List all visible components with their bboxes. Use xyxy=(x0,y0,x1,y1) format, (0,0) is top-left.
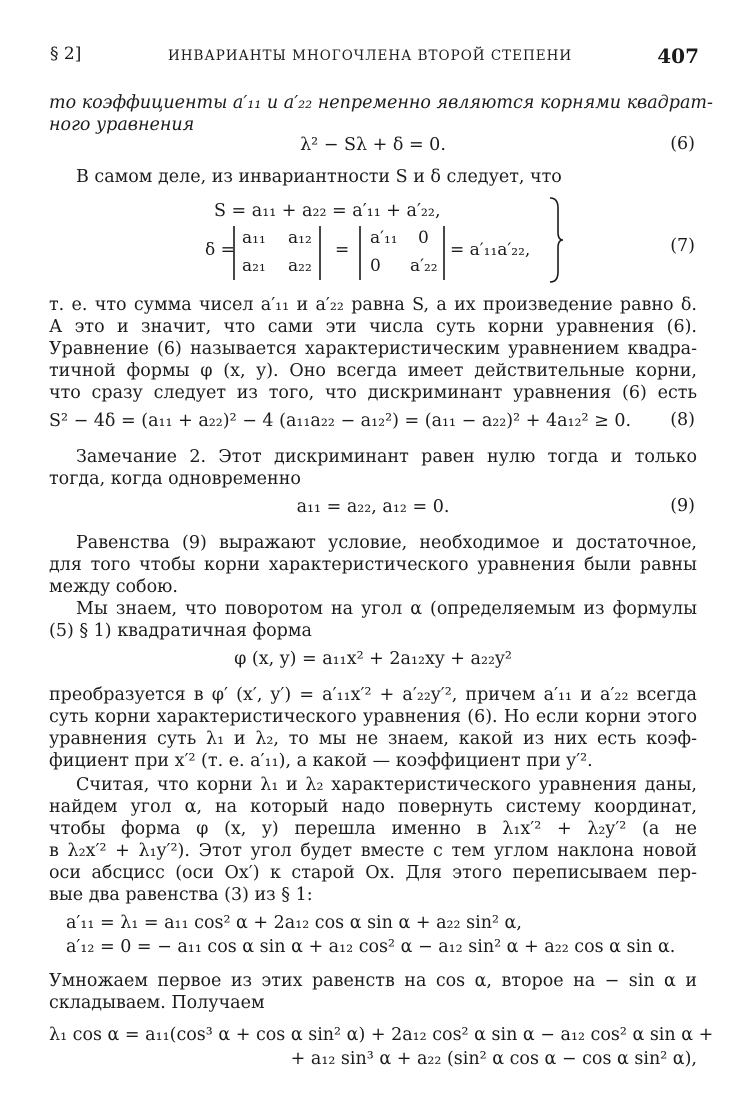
equation-number: (9) xyxy=(670,496,695,516)
text-line: то коэффициенты a′₁₁ и a′₂₂ непременно являются корнями квадрат- xyxy=(49,93,713,113)
delta-symbol: δ = xyxy=(205,240,235,260)
running-title: ИНВАРИАНТЫ МНОГОЧЛЕНА ВТОРОЙ СТЕПЕНИ xyxy=(168,48,573,64)
text-line: фициент при x′² (т. е. a′₁₁), а какой — коэффициент при y′². xyxy=(49,751,593,771)
text-line: в λ₂x′² + λ₁y′²). Этот угол будет вместе с тем углом наклона новой xyxy=(49,841,697,861)
text-line: т. е. что сумма чисел a′₁₁ и a′₂₂ равна S, а их произведение равно δ. xyxy=(49,295,697,315)
matrix-cell: a₁₂ xyxy=(288,228,312,248)
matrix-cell: 0 xyxy=(370,256,381,276)
det-result: = a′₁₁a′₂₂, xyxy=(450,240,531,260)
matrix-cell: 0 xyxy=(418,228,429,248)
text-line: А это и значит, что сами эти числа суть корни уравнения (6). xyxy=(49,317,697,337)
text-line: ного уравнения xyxy=(49,115,195,135)
equation-line: a′₁₁ = λ₁ = a₁₁ cos² α + 2a₁₂ cos α sin α + a₂₂ sin² α, xyxy=(66,913,522,933)
text-line: складываем. Получаем xyxy=(49,993,265,1013)
text-line: Считая, что корни λ₁ и λ₂ характеристического уравнения даны, xyxy=(76,775,697,795)
equation-7a: S = a₁₁ + a₂₂ = a′₁₁ + a′₂₂, xyxy=(214,201,441,221)
matrix-cell: a₂₁ xyxy=(242,256,266,276)
equation-number: (7) xyxy=(670,236,695,256)
equation-line: a′₁₂ = 0 = − a₁₁ cos α sin α + a₁₂ cos² α − a₁₂ sin² α + a₂₂ cos α sin α. xyxy=(66,937,676,957)
equation-6: λ² − Sλ + δ = 0. xyxy=(300,135,446,155)
text-line: Умножаем первое из этих равенств на cos α, второе на − sin α и xyxy=(49,971,697,991)
matrix-cell: a₂₂ xyxy=(288,256,312,276)
section-marker: § 2] xyxy=(50,44,82,64)
equation-9: a₁₁ = a₂₂, a₁₂ = 0. xyxy=(296,497,450,517)
text-line: Равенства (9) выражают условие, необходимое и достаточное, xyxy=(76,533,697,553)
text-line: найдем угол α, на который надо повернуть систему координат, xyxy=(49,797,697,817)
equation-number: (6) xyxy=(670,134,695,154)
text-line: для того чтобы корни характеристического уравнения были равны xyxy=(49,555,697,575)
matrix-cell: a′₂₂ xyxy=(410,256,438,276)
equation-line: + a₁₂ sin³ α + a₂₂ (sin² α cos α − cos α sin² α), xyxy=(290,1049,697,1069)
text-line: тичной формы φ (x, y). Оно всегда имеет действительные корни, xyxy=(49,361,697,381)
text-line: что сразу следует из того, что дискриминант уравнения (6) есть xyxy=(49,383,697,403)
text-line: (5) § 1) квадратичная форма xyxy=(49,621,312,641)
text-line: вые два равенства (3) из § 1: xyxy=(49,885,313,905)
matrix-cell: a′₁₁ xyxy=(370,228,398,248)
text-line: суть корни характеристического уравнения (6). Но если корни этого xyxy=(49,707,697,727)
quadratic-form: φ (x, y) = a₁₁x² + 2a₁₂xy + a₂₂y² xyxy=(234,649,512,669)
text-line: Мы знаем, что поворотом на угол α (определяемым из формулы xyxy=(76,599,697,619)
equation-number: (8) xyxy=(670,410,695,430)
equation-line: λ₁ cos α = a₁₁(cos³ α + cos α sin² α) + 2a₁₂ cos² α sin α − a₁₂ cos² α sin α + xyxy=(49,1025,714,1045)
text-line: уравнения суть λ₁ и λ₂, то мы не знаем, какой из них есть коэф- xyxy=(49,729,697,749)
text-line: оси абсцисс (оси Ox′) к старой Ox. Для этого переписываем пер- xyxy=(49,863,697,883)
page-number: 407 xyxy=(657,44,699,68)
right-brace xyxy=(548,196,564,284)
matrix-cell: a₁₁ xyxy=(242,228,266,248)
text-line: тогда, когда одновременно xyxy=(49,469,301,489)
text-line: Уравнение (6) называется характеристическим уравнением квадра- xyxy=(49,339,697,359)
text-line: В самом деле, из инвариантности S и δ следует, что xyxy=(76,167,562,187)
text-line: чтобы форма φ (x, y) перешла именно в λ₁x′² + λ₂y′² (а не xyxy=(49,819,697,839)
equation-8: S² − 4δ = (a₁₁ + a₂₂)² − 4 (a₁₁a₂₂ − a₁₂²) = (a₁₁ − a₂₂)² + 4a₁₂² ≥ 0. xyxy=(49,411,632,431)
text-line: между собою. xyxy=(49,577,178,597)
text-line: преобразуется в φ′ (x′, y′) = a′₁₁x′² + a′₂₂y′², причем a′₁₁ и a′₂₂ всегда xyxy=(49,685,697,705)
remark-line: Замечание 2. Этот дискриминант равен нулю тогда и только xyxy=(76,447,697,467)
equals-sign: = xyxy=(335,240,350,260)
